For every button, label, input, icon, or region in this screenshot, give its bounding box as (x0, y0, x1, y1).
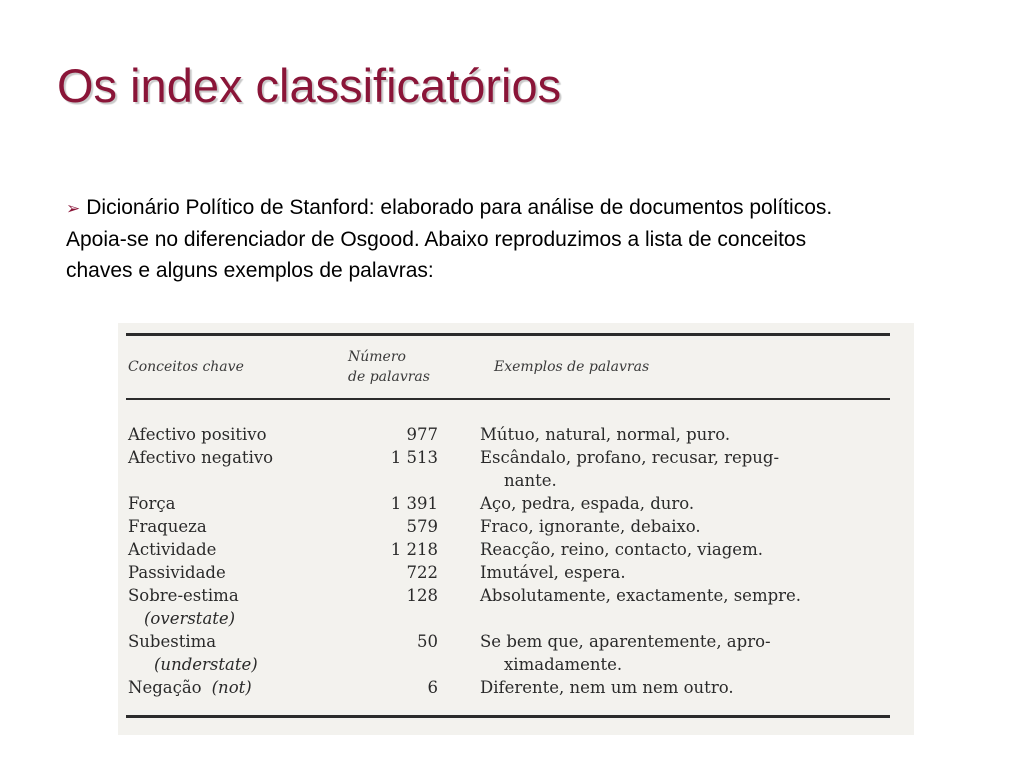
table-bottom-rule (126, 715, 890, 718)
examples-cell: Diferente, nem um nem outro. (480, 678, 734, 697)
concept-cell (128, 630, 338, 676)
arrow-bullet-icon: ➢ (66, 199, 81, 218)
concept-subtext: (overstate) (144, 609, 236, 628)
table-row (128, 492, 888, 515)
table-row (128, 423, 888, 446)
number-cell: 50 (417, 632, 438, 651)
table-row (128, 561, 888, 584)
concept-cell: Afectivo negativo (128, 448, 274, 467)
table-row (128, 538, 888, 561)
examples-cell: Absolutamente, exactamente, sempre. (480, 586, 802, 605)
header-examples: Exemplos de palavras (494, 359, 650, 375)
number-cell: 1 513 (390, 448, 438, 467)
examples-cell: Reacção, reino, contacto, viagem. (480, 540, 763, 559)
table-row (128, 676, 888, 699)
examples-continuation: nante. (504, 471, 557, 490)
concept-cell: Fraqueza (128, 517, 207, 536)
number-cell: 1 218 (390, 540, 438, 559)
number-cell: 977 (406, 425, 438, 444)
concept-cell: Força (128, 494, 176, 513)
table-body (128, 423, 888, 699)
number-cell: 1 391 (390, 494, 438, 513)
number-cell: 722 (406, 563, 438, 582)
examples-cell: Fraco, ignorante, debaixo. (480, 517, 701, 536)
number-cell: 128 (406, 586, 438, 605)
examples-text: Escândalo, profano, recusar, repug- (480, 448, 780, 467)
concept-text: Subestima (128, 632, 217, 651)
examples-text: Se bem que, aparentemente, apro- (480, 632, 771, 651)
header-number (348, 347, 430, 387)
examples-cell: Imutável, espera. (480, 563, 626, 582)
table-row (128, 584, 888, 630)
concept-cell (128, 676, 338, 699)
number-cell: 6 (427, 678, 438, 697)
scanned-table-image (118, 323, 914, 735)
header-number-line1: Número (348, 349, 406, 365)
concept-note: (not) (211, 678, 252, 697)
examples-cell: Aço, pedra, espada, duro. (480, 494, 695, 513)
examples-cell: Mútuo, natural, normal, puro. (480, 425, 731, 444)
bullet-paragraph (66, 192, 866, 286)
header-number-line2: de palavras (348, 369, 430, 385)
table-header-rule (126, 398, 890, 400)
table-top-rule (126, 333, 890, 336)
concept-text: Negação (128, 678, 202, 697)
table-row (128, 446, 888, 492)
concept-cell: Afectivo positivo (128, 425, 267, 444)
table-row (128, 630, 888, 676)
slide-title: Os index classificatórios (57, 59, 562, 112)
bullet-text: Dicionário Político de Stanford: elaborado para análise de documentos políticos. Apoia-se no diferenciador de Osgood. Abaixo reproduzimos a lista de conceitos chaves e alguns exemplos de palavras: (66, 196, 833, 282)
concept-text: Sobre-estima (128, 586, 239, 605)
examples-cell (480, 446, 888, 492)
concept-cell: Actividade (128, 540, 217, 559)
header-concept: Conceitos chave (128, 359, 244, 375)
table-row (128, 515, 888, 538)
number-cell: 579 (406, 517, 438, 536)
concept-subtext: (understate) (154, 655, 258, 674)
concept-cell (128, 584, 338, 630)
concept-cell: Passividade (128, 563, 226, 582)
examples-cell (480, 630, 888, 676)
examples-continuation: ximadamente. (504, 655, 623, 674)
